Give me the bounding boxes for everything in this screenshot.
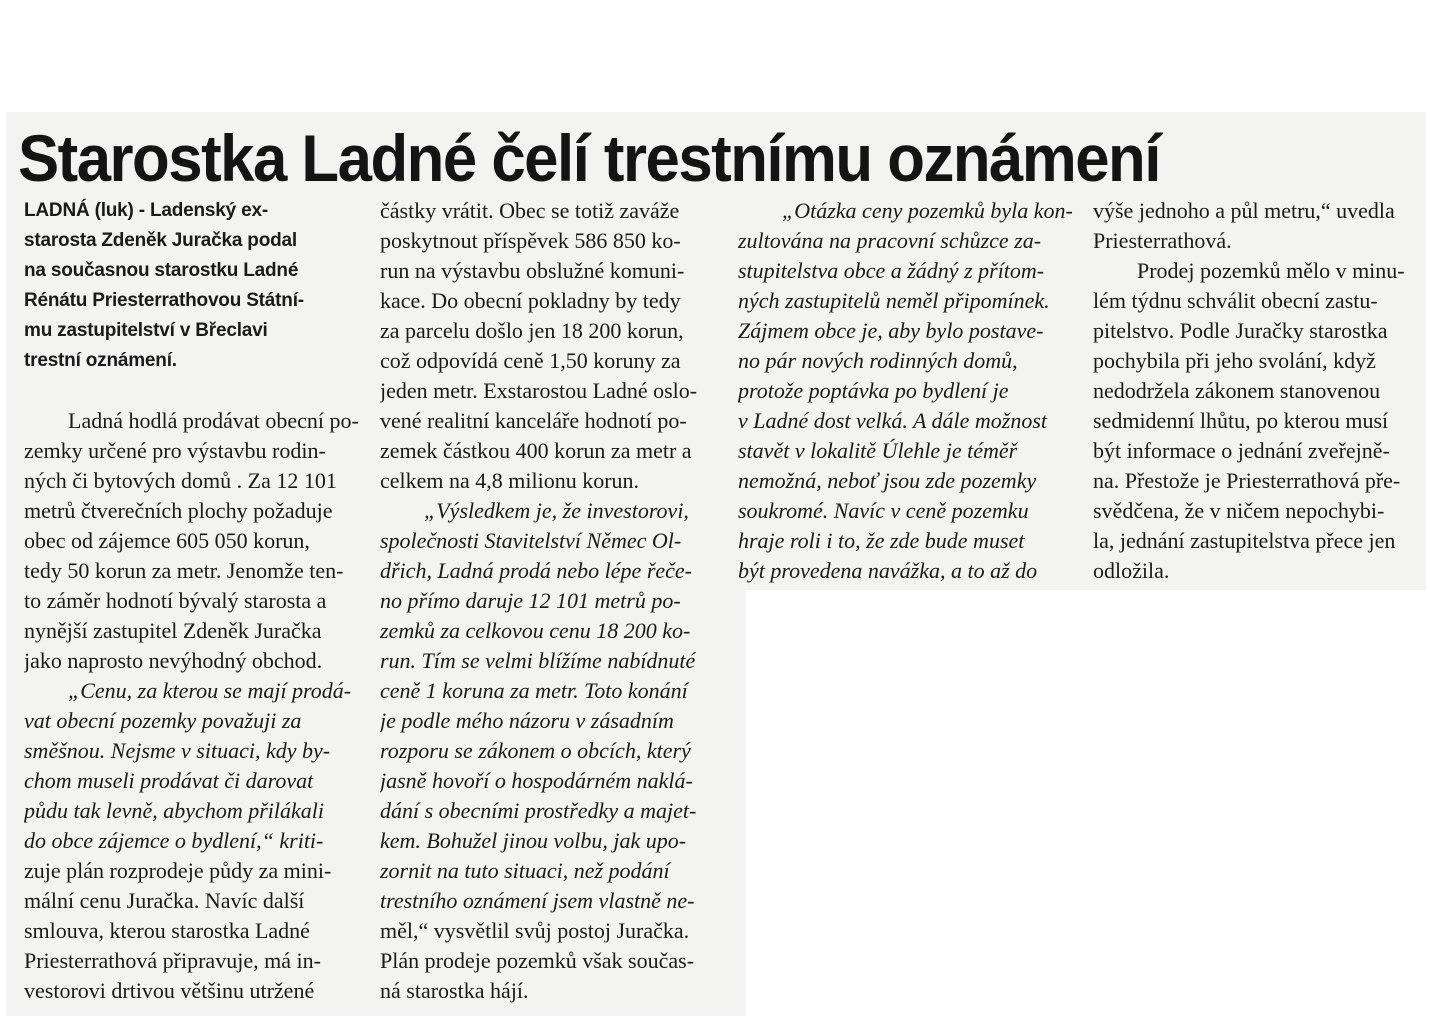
- article-text-line: pitelstvo. Podle Juračky starostka: [1093, 318, 1388, 343]
- article-text-line: ceně 1 koruna za metr. Toto konání: [380, 678, 688, 703]
- article-text-line: chom museli prodávat či darovat: [24, 768, 314, 793]
- article-text-line: no pár nových rodinných domů,: [738, 348, 1018, 373]
- article-text-line: ných zastupitelů neměl připomínek.: [738, 288, 1050, 313]
- article-text-line: Priesterrathová.: [1093, 228, 1232, 253]
- article-text-line: na. Přestože je Priesterrathová pře-: [1093, 468, 1401, 493]
- article-text-line: do obce zájemce o bydlení,“ kriti-: [24, 828, 324, 853]
- article-text-line: smlouva, kterou starostka Ladné: [24, 918, 310, 943]
- article-text-line: kem. Bohužel jinou volbu, jak upo-: [380, 828, 687, 853]
- article-text-line: což odpovídá ceně 1,50 koruny za: [380, 348, 681, 373]
- article-text-line: Zájmem obce je, aby bylo postave-: [738, 318, 1044, 343]
- article-text-line: Priesterrathová připravuje, má in-: [24, 948, 321, 973]
- article-text-line: protože poptávka po bydlení je: [738, 378, 1009, 403]
- article-text-line: ná starostka hájí.: [380, 978, 529, 1003]
- article-text-line: vat obecní pozemky považuji za: [24, 708, 302, 733]
- article-text-line: „Výsledkem je, že investorovi,: [424, 498, 689, 523]
- article-text-line: run. Tím se velmi blížíme nabídnuté: [380, 648, 696, 673]
- article-column-4: [1093, 196, 1428, 586]
- article-text-line: nedodržela zákonem stanovenou: [1093, 378, 1381, 403]
- article-text-line: stavět v lokalitě Úlehle je téměř: [738, 438, 1018, 463]
- article-text-line: zultována na pracovní schůzce za-: [738, 228, 1042, 253]
- article-column-2: [380, 196, 714, 1006]
- article-text-line: mu zastupitelství v Břeclavi: [24, 320, 268, 341]
- article-text-line: být provedena navážka, a to až do: [738, 558, 1038, 583]
- article-text-line: starosta Zdeněk Juračka podal: [24, 230, 297, 251]
- article-column-1: [24, 196, 368, 1006]
- article-text-line: obec od zájemce 605 050 korun,: [24, 528, 310, 553]
- article-text-line: v Ladné dost velká. A dále možnost: [738, 408, 1047, 433]
- article-text-line: ných či bytových domů . Za 12 101: [24, 468, 337, 493]
- article-text-line: LADNÁ (luk) - Ladenský ex-: [24, 200, 268, 221]
- article-text-line: je podle mého názoru v zásadním: [380, 708, 674, 733]
- article-text-line: půdu tak levně, abychom přilákali: [24, 798, 324, 823]
- article-text-line: trestní oznámení.: [24, 350, 177, 371]
- article-text-line: dání s obecními prostředky a majet-: [380, 798, 697, 823]
- article-text-line: mální cenu Juračka. Navíc další: [24, 888, 305, 913]
- article-text-line: nemožná, neboť jsou zde pozemky: [738, 468, 1037, 493]
- article-headline: Starostka Ladné čelí trestnímu oznámení: [18, 121, 1160, 195]
- article-text-line: měl,“ vysvětlil svůj postoj Juračka.: [380, 918, 690, 943]
- article-text-line: „Cenu, za kterou se mají prodá-: [68, 678, 352, 703]
- article-text-line: „Otázka ceny pozemků byla kon-: [782, 198, 1073, 223]
- article-text-line: pochybila při jeho svolání, když: [1093, 348, 1376, 373]
- article-text-line: poskytnout příspěvek 586 850 ko-: [380, 228, 681, 253]
- article-text-line: no přímo daruje 12 101 metrů po-: [380, 588, 681, 613]
- article-text-line: celkem na 4,8 milionu korun.: [380, 468, 640, 493]
- article-text-line: zemků za celkovou cenu 18 200 ko-: [380, 618, 691, 643]
- article-text-line: za parcelu došlo jen 18 200 korun,: [380, 318, 684, 343]
- article-text-line: nynější zastupitel Zdeněk Juračka: [24, 618, 322, 643]
- article-text-line: jeden metr. Exstarostou Ladné oslo-: [380, 378, 698, 403]
- article-text-line: zuje plán rozprodeje půdy za mini-: [24, 858, 332, 883]
- article-text-line: společnosti Stavitelství Němec Ol-: [380, 528, 682, 553]
- article-text-line: rozporu se zákonem o obcích, který: [380, 738, 691, 763]
- article-text-line: to záměr hodnotí bývalý starosta a: [24, 588, 327, 613]
- article-text-line: zemky určené pro výstavbu rodin-: [24, 438, 326, 463]
- article-text-line: zemek částkou 400 korun za metr a: [380, 438, 692, 463]
- article-text-line: jako naprosto nevýhodný obchod.: [24, 648, 323, 673]
- article-text-line: zornit na tuto situaci, než podání: [380, 858, 670, 883]
- article-text-line: Ladná hodlá prodávat obecní po-: [68, 408, 359, 433]
- article-text-line: částky vrátit. Obec se totiž zaváže: [380, 198, 680, 223]
- article-text-line: dřich, Ladná prodá nebo lépe řeče-: [380, 558, 693, 583]
- article-text-line: na současnou starostku Ladné: [24, 260, 299, 281]
- article-text-line: vené realitní kanceláře hodnotí po-: [380, 408, 687, 433]
- article-text-line: la, jednání zastupitelstva přece jen: [1093, 528, 1396, 553]
- article-text-line: Plán prodeje pozemků však součas-: [380, 948, 695, 973]
- article-text-line: metrů čtverečních plochy požaduje: [24, 498, 333, 523]
- article-text-line: sedmidenní lhůtu, po kterou musí: [1093, 408, 1389, 433]
- article-text-line: [24, 376, 368, 406]
- article-text-line: svědčena, že v ničem nepochybi-: [1093, 498, 1385, 523]
- article-text-line: kace. Do obecní pokladny by tedy: [380, 288, 681, 313]
- article-text-line: soukromé. Navíc v ceně pozemku: [738, 498, 1029, 523]
- article-text-line: vestorovi drtivou většinu utržené: [24, 978, 315, 1003]
- article-text-line: hraje roli i to, že zde bude muset: [738, 528, 1025, 553]
- article-text-line: být informace o jednání zveřejně-: [1093, 438, 1390, 463]
- article-text-line: Rénátu Priesterrathovou Státní-: [24, 290, 304, 311]
- article-text-line: stupitelstva obce a žádný z přítom-: [738, 258, 1045, 283]
- article-text-line: Prodej pozemků mělo v minu-: [1137, 258, 1405, 283]
- article-text-line: jasně hovoří o hospodárném naklá-: [380, 768, 693, 793]
- article-text-line: lém týdnu schválit obecní zastu-: [1093, 288, 1378, 313]
- article-text-line: směšnou. Nejsme v situaci, kdy by-: [24, 738, 331, 763]
- article-text-line: odložila.: [1093, 558, 1170, 583]
- article-column-3: [738, 196, 1074, 586]
- article-text-line: run na výstavbu obslužné komuni-: [380, 258, 685, 283]
- article-text-line: tedy 50 korun za metr. Jenomže ten-: [24, 558, 344, 583]
- article-text-line: výše jednoho a půl metru,“ uvedla: [1093, 198, 1395, 223]
- article-text-line: trestního oznámení jsem vlastně ne-: [380, 888, 695, 913]
